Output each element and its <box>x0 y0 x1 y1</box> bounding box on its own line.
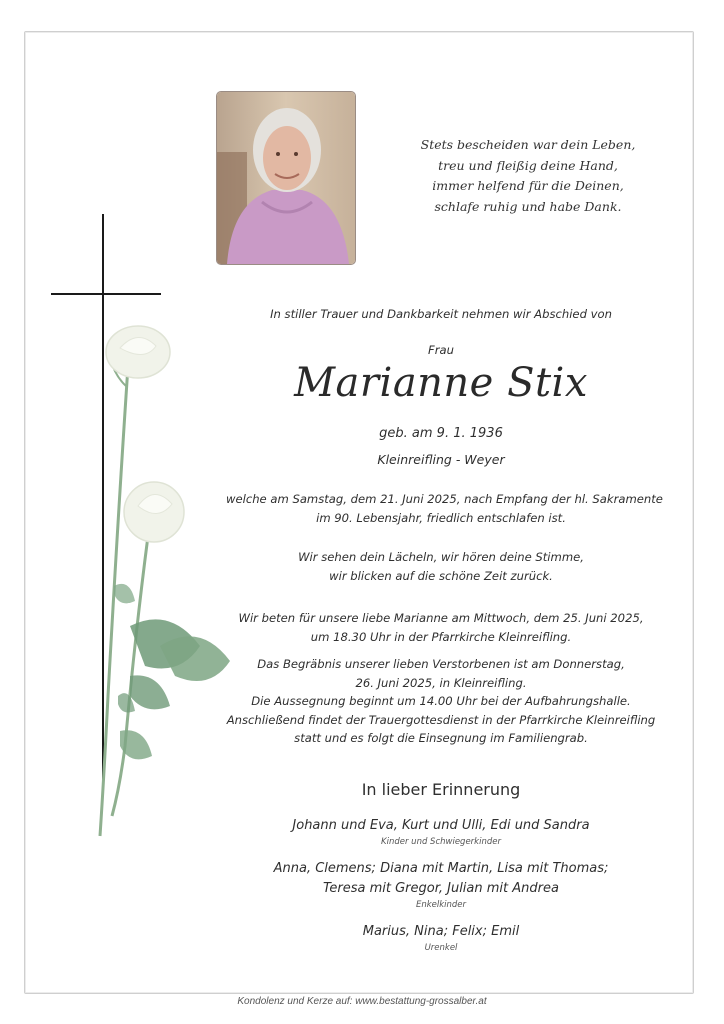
quote <box>226 548 656 585</box>
mourner-names: Teresa mit Gregor, Julian mit Andrea <box>323 881 559 896</box>
cross-bar <box>51 293 161 295</box>
prayer-notice <box>226 609 656 646</box>
intro-text: In stiller Trauer und Dankbarkeit nehmen wir Abschied von <box>270 307 612 321</box>
funeral-line: 26. Juni 2025, in Kleinreifling. <box>355 675 527 690</box>
mourner-names: Johann und Eva, Kurt und Ulli, Edi und Sandra <box>292 818 590 833</box>
mourner-role: Urenkel <box>424 943 458 953</box>
footer-link[interactable]: Kondolenz und Kerze auf: www.bestattung-grossalber.at <box>237 996 487 1007</box>
quote-line: Wir sehen dein Lächeln, wir hören deine Stimme, <box>298 550 584 564</box>
rose-illustration <box>90 316 240 850</box>
prayer-line: um 18.30 Uhr in der Pfarrkirche Kleinreifling. <box>310 629 572 644</box>
mourner-names: Anna, Clemens; Diana mit Martin, Lisa mit Thomas; <box>273 861 609 876</box>
funeral-line: statt und es folgt die Einsegnung im Familiengrab. <box>294 731 588 745</box>
quote-line: wir blicken auf die schöne Zeit zurück. <box>329 568 553 583</box>
poem-line: immer helfend für die Deinen, <box>432 178 624 193</box>
birth-date: geb. am 9. 1. 1936 <box>379 426 503 441</box>
mourners-group <box>226 859 656 911</box>
death-notice-line: welche am Samstag, dem 21. Juni 2025, nach Empfang der hl. Sakramente <box>226 492 663 506</box>
poem-line: schlafe ruhig und habe Dank. <box>434 198 622 214</box>
funeral-line: Die Aussegnung beginnt um 14.00 Uhr bei der Aufbahrungshalle. <box>251 694 631 708</box>
prayer-line: Wir beten für unsere liebe Marianne am Mittwoch, dem 25. Juni 2025, <box>238 611 644 625</box>
mourner-names: Marius, Nina; Felix; Emil <box>362 924 520 939</box>
poem <box>380 135 676 217</box>
place: Kleinreifling - Weyer <box>377 452 505 467</box>
death-notice <box>226 490 663 527</box>
funeral-line: Anschließend findet der Trauergottesdienst in der Pfarrkirche Kleinreifling <box>226 712 656 727</box>
mourners-group <box>226 922 656 954</box>
salutation: Frau <box>428 343 454 357</box>
poem-line: Stets bescheiden war dein Leben, <box>420 137 636 152</box>
portrait-photo <box>216 91 356 265</box>
funeral-line: Das Begräbnis unserer lieben Verstorbenen ist am Donnerstag, <box>257 657 625 671</box>
mourners-group <box>226 816 656 848</box>
deceased-name: Marianne Stix <box>294 360 588 406</box>
mourner-role: Enkelkinder <box>415 900 467 910</box>
remembrance-heading: In lieber Erinnerung <box>361 780 521 799</box>
funeral-notice <box>226 655 656 748</box>
death-notice-line: im 90. Lebensjahr, friedlich entschlafen ist. <box>316 510 566 525</box>
mourner-role: Kinder und Schwiegerkinder <box>381 837 501 847</box>
poem-line: treu und fleißig deine Hand, <box>438 157 618 173</box>
